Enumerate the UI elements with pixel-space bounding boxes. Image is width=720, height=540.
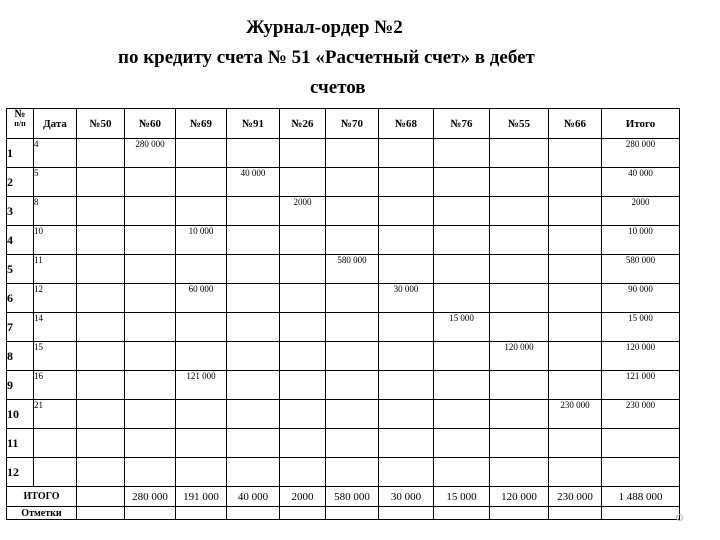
- cell-account-66: [549, 458, 602, 487]
- cell-account-69: [176, 400, 227, 429]
- row-number: 12: [7, 458, 34, 487]
- cell-account-60: [125, 226, 176, 255]
- total-account-55: 120 000: [490, 487, 549, 507]
- table-row: [7, 400, 680, 429]
- cell-account-66: [549, 429, 602, 458]
- cell-account-26: [280, 139, 326, 168]
- cell-account-50: [77, 342, 125, 371]
- cell-account-55: [490, 400, 549, 429]
- cell-account-50: [77, 197, 125, 226]
- row-date: 15: [34, 342, 77, 371]
- cell-account-68: [379, 458, 434, 487]
- cell-account-66: 230 000: [549, 400, 602, 429]
- cell-account-55: [490, 284, 549, 313]
- total-account-68: 30 000: [379, 487, 434, 507]
- cell-account-69: [176, 168, 227, 197]
- row-total: 580 000: [602, 255, 680, 284]
- cell-account-76: [434, 429, 490, 458]
- total-account-70: 580 000: [326, 487, 379, 507]
- row-total: [602, 458, 680, 487]
- header-account-91: №91: [227, 109, 280, 139]
- cell-account-91: [227, 226, 280, 255]
- header-account-68: №68: [379, 109, 434, 139]
- cell-account-68: [379, 226, 434, 255]
- cell-account-55: [490, 371, 549, 400]
- row-date: 14: [34, 313, 77, 342]
- cell-account-69: [176, 429, 227, 458]
- cell-account-68: [379, 313, 434, 342]
- cell-account-66: [549, 342, 602, 371]
- row-number: 2: [7, 168, 34, 197]
- total-account-91: 40 000: [227, 487, 280, 507]
- row-number: 11: [7, 429, 34, 458]
- header-account-55: №55: [490, 109, 549, 139]
- row-total: 121 000: [602, 371, 680, 400]
- cell-account-70: [326, 197, 379, 226]
- cell-account-76: [434, 226, 490, 255]
- total-account-60: 280 000: [125, 487, 176, 507]
- cell-account-70: [326, 226, 379, 255]
- total-account-26: 2000: [280, 487, 326, 507]
- row-date: 12: [34, 284, 77, 313]
- row-date: 16: [34, 371, 77, 400]
- grand-total: 1 488 000: [602, 487, 680, 507]
- cell-account-68: [379, 255, 434, 284]
- row-total: 230 000: [602, 400, 680, 429]
- header-account-70: №70: [326, 109, 379, 139]
- table-row: [7, 458, 680, 487]
- cell-account-60: 280 000: [125, 139, 176, 168]
- cell-account-66: [549, 197, 602, 226]
- row-number: 4: [7, 226, 34, 255]
- header-account-69: №69: [176, 109, 227, 139]
- row-total: 2000: [602, 197, 680, 226]
- row-date: 11: [34, 255, 77, 284]
- cell-account-50: [77, 400, 125, 429]
- cell-account-50: [77, 429, 125, 458]
- cell-account-91: [227, 255, 280, 284]
- cell-account-60: [125, 255, 176, 284]
- row-total: 280 000: [602, 139, 680, 168]
- cell-account-70: 580 000: [326, 255, 379, 284]
- cell-account-76: 15 000: [434, 313, 490, 342]
- cell-account-50: [77, 255, 125, 284]
- header-date: Дата: [34, 109, 77, 139]
- table-row: [7, 255, 680, 284]
- cell-account-76: [434, 255, 490, 284]
- row-date: 4: [34, 139, 77, 168]
- journal-order-table: [6, 108, 680, 520]
- table-row: [7, 284, 680, 313]
- marks-cell: [125, 507, 176, 520]
- marks-cell: [227, 507, 280, 520]
- cell-account-91: [227, 400, 280, 429]
- cell-account-60: [125, 400, 176, 429]
- cell-account-69: 10 000: [176, 226, 227, 255]
- table-row: [7, 429, 680, 458]
- header-row-number: [7, 109, 34, 139]
- cell-account-69: [176, 342, 227, 371]
- cell-account-66: [549, 284, 602, 313]
- marks-cell: [490, 507, 549, 520]
- row-number: 8: [7, 342, 34, 371]
- cell-account-60: [125, 284, 176, 313]
- cell-account-60: [125, 371, 176, 400]
- cell-account-69: [176, 458, 227, 487]
- cell-account-26: [280, 400, 326, 429]
- total-account-66: 230 000: [549, 487, 602, 507]
- cell-account-26: [280, 429, 326, 458]
- cell-account-76: [434, 197, 490, 226]
- cell-account-50: [77, 284, 125, 313]
- header-account-50: №50: [77, 109, 125, 139]
- cell-account-91: [227, 429, 280, 458]
- table-row: [7, 197, 680, 226]
- cell-account-70: [326, 313, 379, 342]
- cell-account-69: [176, 313, 227, 342]
- cell-account-70: [326, 371, 379, 400]
- cell-account-76: [434, 139, 490, 168]
- totals-label: ИТОГО: [7, 487, 77, 507]
- cell-account-70: [326, 429, 379, 458]
- row-date: 8: [34, 197, 77, 226]
- cell-account-26: [280, 458, 326, 487]
- cell-account-26: [280, 284, 326, 313]
- row-total: 40 000: [602, 168, 680, 197]
- cell-account-55: 120 000: [490, 342, 549, 371]
- row-number: 5: [7, 255, 34, 284]
- cell-account-50: [77, 226, 125, 255]
- cell-account-50: [77, 139, 125, 168]
- cell-account-55: [490, 429, 549, 458]
- row-total: 120 000: [602, 342, 680, 371]
- table-row: [7, 313, 680, 342]
- marks-row: [7, 507, 680, 520]
- cell-account-66: [549, 168, 602, 197]
- cell-account-76: [434, 342, 490, 371]
- marks-cell: [379, 507, 434, 520]
- total-account-76: 15 000: [434, 487, 490, 507]
- header-row: [7, 109, 680, 139]
- cell-account-68: [379, 139, 434, 168]
- marks-cell: [326, 507, 379, 520]
- cell-account-91: [227, 139, 280, 168]
- cell-account-91: [227, 313, 280, 342]
- cell-account-50: [77, 458, 125, 487]
- cell-account-66: [549, 313, 602, 342]
- cell-account-55: [490, 226, 549, 255]
- row-total: 90 000: [602, 284, 680, 313]
- marks-cell: [602, 507, 680, 520]
- marks-label: Отметки: [7, 507, 77, 520]
- row-number: 10: [7, 400, 34, 429]
- table-row: [7, 342, 680, 371]
- header-number-abbrev: п/п: [14, 119, 26, 128]
- cell-account-26: [280, 371, 326, 400]
- cell-account-50: [77, 168, 125, 197]
- row-number: 9: [7, 371, 34, 400]
- cell-account-69: 121 000: [176, 371, 227, 400]
- cell-account-76: [434, 371, 490, 400]
- cell-account-76: [434, 458, 490, 487]
- cell-account-60: [125, 313, 176, 342]
- cell-account-26: [280, 255, 326, 284]
- cell-account-66: [549, 371, 602, 400]
- cell-account-76: [434, 168, 490, 197]
- cell-account-76: [434, 284, 490, 313]
- marks-cell: [77, 507, 125, 520]
- cell-account-68: [379, 197, 434, 226]
- row-total: 10 000: [602, 226, 680, 255]
- row-total: [602, 429, 680, 458]
- cell-account-91: [227, 371, 280, 400]
- marks-cell: [549, 507, 602, 520]
- cell-account-60: [125, 342, 176, 371]
- cell-account-26: [280, 168, 326, 197]
- table-row: [7, 226, 680, 255]
- cell-account-68: [379, 168, 434, 197]
- row-date: 21: [34, 400, 77, 429]
- header-total: Итого: [602, 109, 680, 139]
- cell-account-26: 2000: [280, 197, 326, 226]
- cell-account-60: [125, 429, 176, 458]
- cell-account-91: [227, 284, 280, 313]
- cell-account-68: 30 000: [379, 284, 434, 313]
- journal-subtitle-continuation: счетов: [310, 77, 366, 98]
- row-date: 5: [34, 168, 77, 197]
- cell-account-91: [227, 342, 280, 371]
- table-body: [7, 139, 680, 487]
- row-number: 6: [7, 284, 34, 313]
- cell-account-55: [490, 168, 549, 197]
- table-row: [7, 168, 680, 197]
- cell-account-50: [77, 371, 125, 400]
- cell-account-70: [326, 284, 379, 313]
- cell-account-69: [176, 197, 227, 226]
- header-account-66: №66: [549, 109, 602, 139]
- cell-account-69: 60 000: [176, 284, 227, 313]
- cell-account-55: [490, 197, 549, 226]
- marks-cell: [434, 507, 490, 520]
- cell-account-60: [125, 197, 176, 226]
- row-number: 7: [7, 313, 34, 342]
- cell-account-70: [326, 168, 379, 197]
- cell-account-55: [490, 458, 549, 487]
- header-account-60: №60: [125, 109, 176, 139]
- cell-account-70: [326, 139, 379, 168]
- cell-account-68: [379, 342, 434, 371]
- cell-account-68: [379, 400, 434, 429]
- row-total: 15 000: [602, 313, 680, 342]
- cell-account-91: [227, 197, 280, 226]
- cell-account-66: [549, 226, 602, 255]
- table-row: [7, 139, 680, 168]
- cell-account-69: [176, 139, 227, 168]
- cell-account-91: [227, 458, 280, 487]
- cell-account-91: 40 000: [227, 168, 280, 197]
- cell-account-69: [176, 255, 227, 284]
- cell-account-66: [549, 139, 602, 168]
- marks-cell: [176, 507, 227, 520]
- row-date: [34, 458, 77, 487]
- total-account-50: [77, 487, 125, 507]
- row-number: 1: [7, 139, 34, 168]
- cell-account-26: [280, 342, 326, 371]
- cell-account-60: [125, 168, 176, 197]
- cell-account-26: [280, 313, 326, 342]
- cell-account-55: [490, 255, 549, 284]
- total-account-69: 191 000: [176, 487, 227, 507]
- cell-account-66: [549, 255, 602, 284]
- journal-subtitle: по кредиту счета № 51 «Расчетный счет» в дебет: [118, 47, 535, 68]
- cell-account-70: [326, 458, 379, 487]
- header-number-sign: №: [14, 108, 26, 120]
- row-date: [34, 429, 77, 458]
- page-corner-mark: [676, 514, 683, 521]
- row-number: 3: [7, 197, 34, 226]
- marks-cell: [280, 507, 326, 520]
- cell-account-60: [125, 458, 176, 487]
- header-account-26: №26: [280, 109, 326, 139]
- header-account-76: №76: [434, 109, 490, 139]
- cell-account-68: [379, 429, 434, 458]
- row-date: 10: [34, 226, 77, 255]
- cell-account-70: [326, 342, 379, 371]
- cell-account-55: [490, 313, 549, 342]
- totals-row: [7, 487, 680, 507]
- cell-account-55: [490, 139, 549, 168]
- table-row: [7, 371, 680, 400]
- cell-account-70: [326, 400, 379, 429]
- journal-title: Журнал-ордер №2: [246, 17, 403, 38]
- cell-account-76: [434, 400, 490, 429]
- cell-account-26: [280, 226, 326, 255]
- cell-account-50: [77, 313, 125, 342]
- cell-account-68: [379, 371, 434, 400]
